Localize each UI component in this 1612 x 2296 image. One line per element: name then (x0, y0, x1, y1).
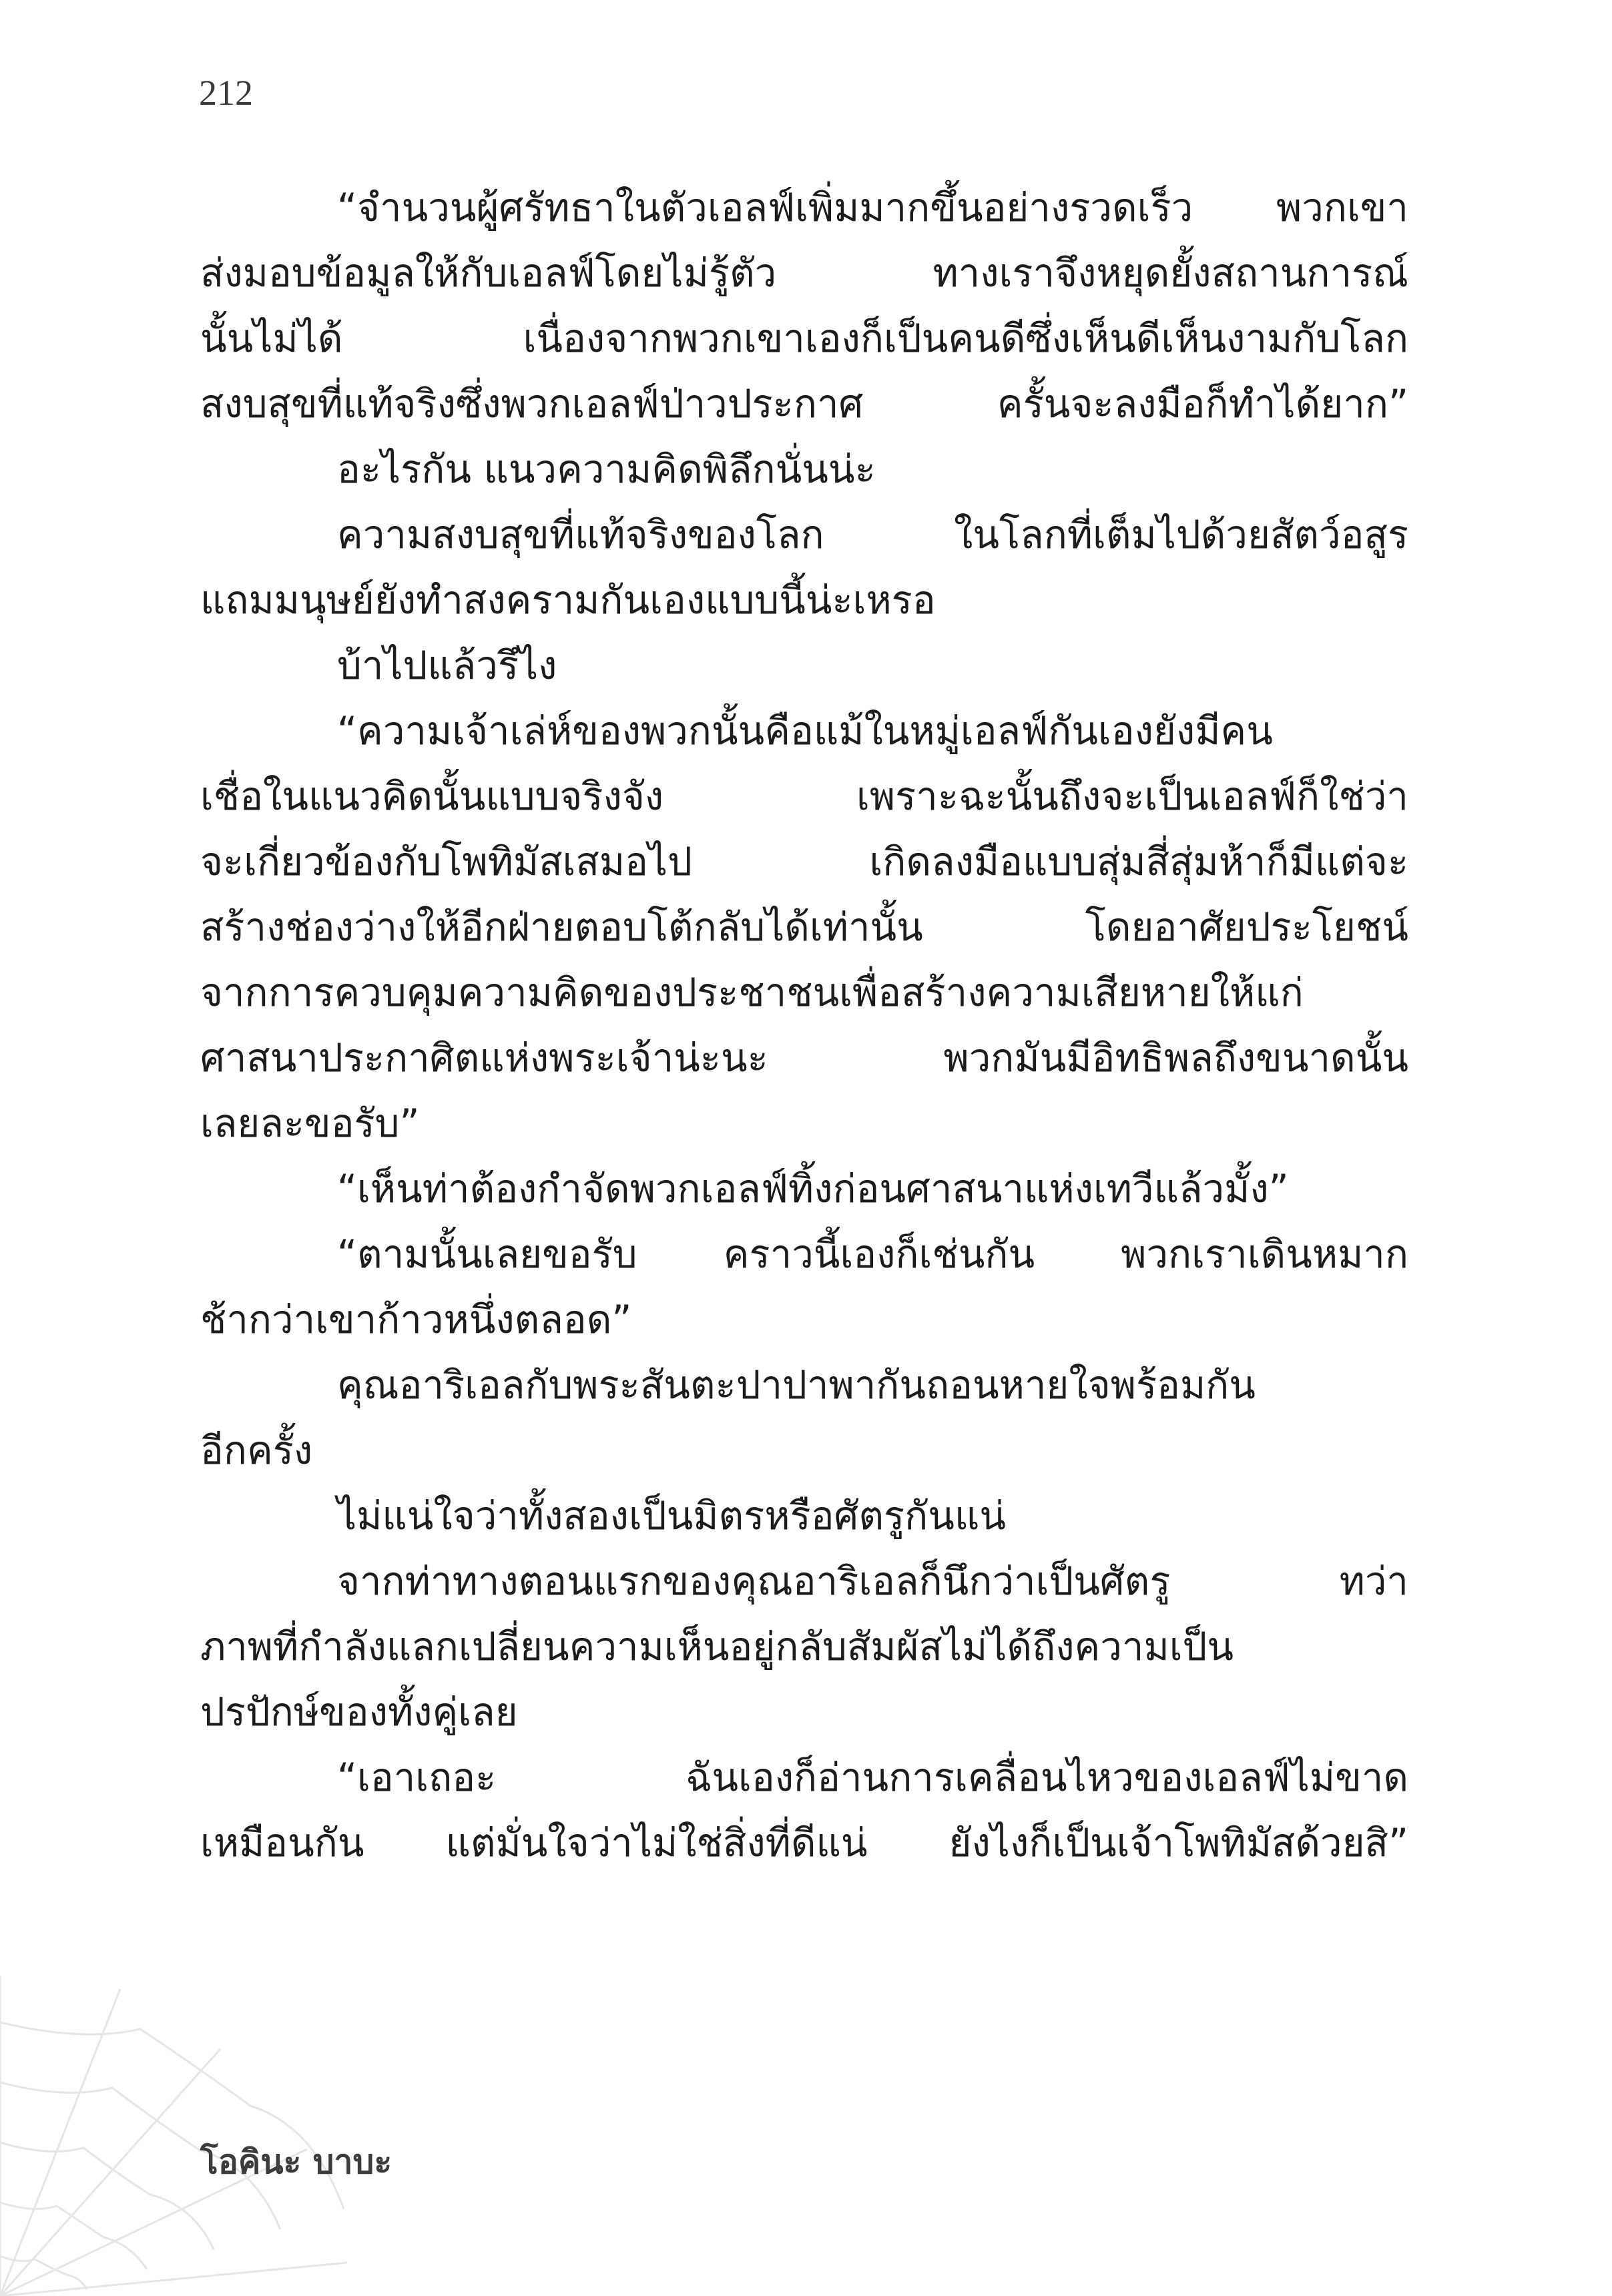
text-line: อะไรกัน แนวความคิดพิลึกนั่นน่ะ (337, 447, 876, 492)
text-line: จะเกี่ยวข้องกับโพทิมัสเสมอไป เกิดลงมือแบบสุ่มสี่สุ่มห้าก็มีแต่จะ (200, 839, 1408, 884)
text-line: จากท่าทางตอนแรกของคุณอาริเอลก็นึกว่าเป็นศัตรู ทว่า (337, 1558, 1408, 1604)
text-line: บ้าไปแล้วรึไง (337, 643, 557, 688)
body-text (200, 175, 1408, 1876)
text-line: ปรปักษ์ของทั้งคู่เลย (200, 1689, 518, 1735)
text-line: ไม่แน่ใจว่าทั้งสองเป็นมิตรหรือศัตรูกันแน่ (337, 1493, 1006, 1538)
text-line: “จำนวนผู้ศรัทธาในตัวเอลฟ์เพิ่มมากขึ้นอย่างรวดเร็ว พวกเขา (337, 185, 1408, 230)
text-line: เชื่อในแนวคิดนั้นแบบจริงจัง เพราะฉะนั้นถึงจะเป็นเอลฟ์ก็ใช่ว่า (200, 774, 1408, 819)
text-line: ศาสนาประกาศิตแห่งพระเจ้าน่ะนะ พวกมันมีอิทธิพลถึงขนาดนั้น (200, 1035, 1408, 1081)
text-line: คุณอาริเอลกับพระสันตะปาปาพากันถอนหายใจพร้อมกัน (337, 1362, 1256, 1408)
text-line: “เห็นท่าต้องกำจัดพวกเอลฟ์ทิ้งก่อนศาสนาแห่งเทวีแล้วมั้ง” (337, 1166, 1289, 1211)
text-line: ส่งมอบข้อมูลให้กับเอลฟ์โดยไม่รู้ตัว ทางเราจึงหยุดยั้งสถานการณ์ (200, 250, 1408, 296)
text-line: เลยละขอรับ” (200, 1101, 420, 1146)
text-line: “เอาเถอะ ฉันเองก็อ่านการเคลื่อนไหวของเอลฟ์ไม่ขาด (337, 1755, 1408, 1800)
page-number: 212 (199, 73, 253, 113)
text-line: สงบสุขที่แท้จริงซึ่งพวกเอลฟ์ป่าวประกาศ ครั้นจะลงมือก็ทำได้ยาก” (200, 381, 1408, 426)
text-line: นั้นไม่ได้ เนื่องจากพวกเขาเองก็เป็นคนดีซึ่งเห็นดีเห็นงามกับโลก (200, 316, 1408, 361)
text-line: ความสงบสุขที่แท้จริงของโลก ในโลกที่เต็มไปด้วยสัตว์อสูร (337, 512, 1408, 557)
text-line: อีกครั้ง (200, 1428, 313, 1473)
text-line: ช้ากว่าเขาก้าวหนึ่งตลอด” (200, 1297, 632, 1342)
text-line: สร้างช่องว่างให้อีกฝ่ายตอบโต้กลับได้เท่านั้น โดยอาศัยประโยชน์ (200, 904, 1408, 950)
text-line: “ความเจ้าเล่ห์ของพวกนั้นคือแม้ในหมู่เอลฟ์กันเองยังมีคน (337, 708, 1273, 754)
text-line: แถมมนุษย์ยังทำสงครามกันเองแบบนี้น่ะเหรอ (200, 577, 936, 623)
text-line: ภาพที่กำลังแลกเปลี่ยนความเห็นอยู่กลับสัมผัสไม่ได้ถึงความเป็น (200, 1624, 1234, 1669)
text-line: เหมือนกัน แต่มั่นใจว่าไม่ใช่สิ่งที่ดีแน่ ยังไงก็เป็นเจ้าโพทิมัสด้วยสิ” (200, 1820, 1408, 1866)
text-line: จากการควบคุมความคิดของประชาชนเพื่อสร้างความเสียหายให้แก่ (200, 970, 1304, 1015)
text-line: “ตามนั้นเลยขอรับ คราวนี้เองก็เช่นกัน พวกเราเดินหมาก (337, 1231, 1408, 1277)
footer-title: โอคินะ บาบะ (200, 2142, 392, 2181)
